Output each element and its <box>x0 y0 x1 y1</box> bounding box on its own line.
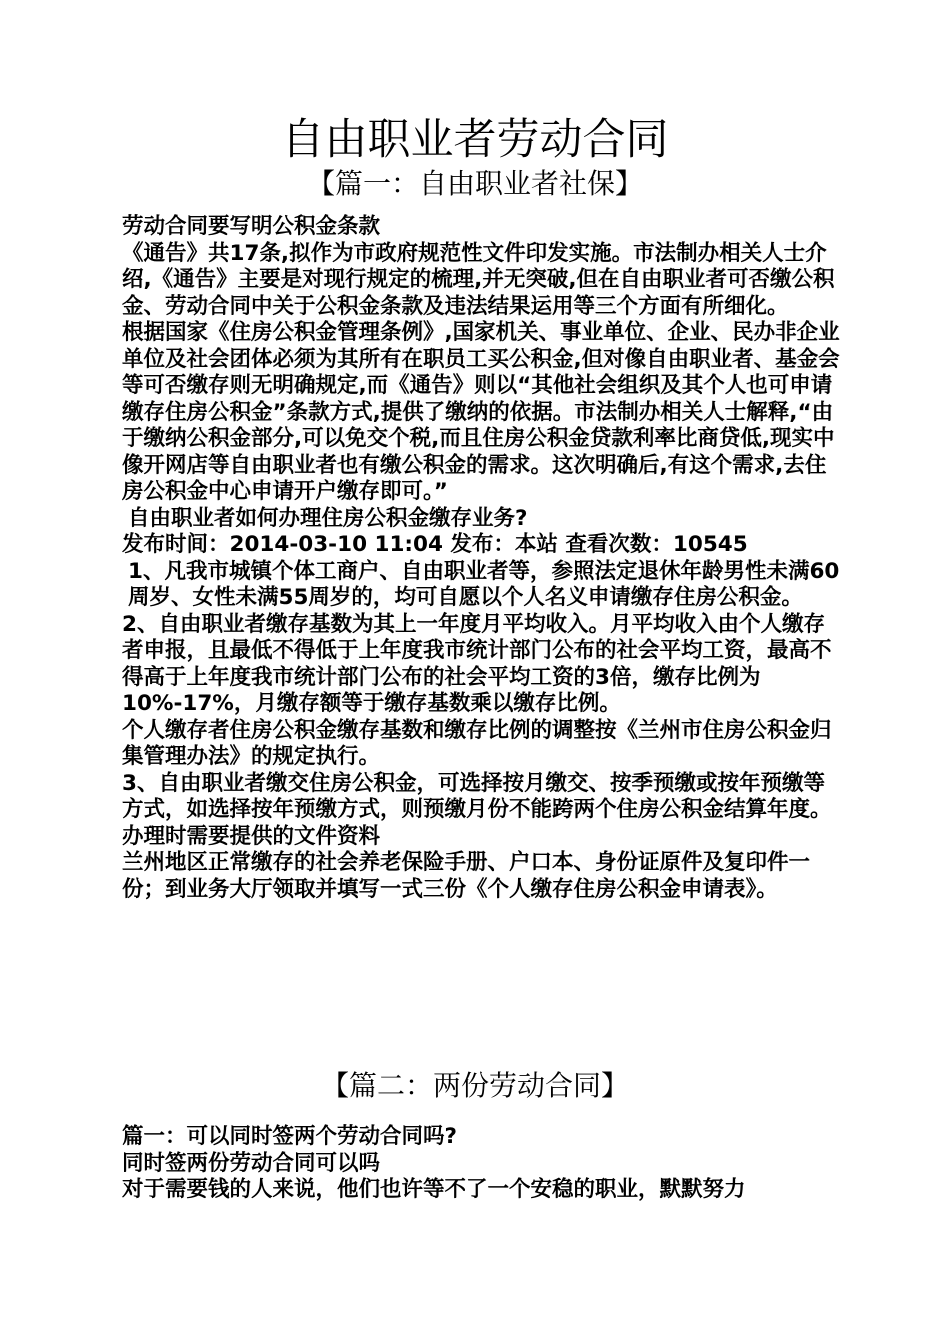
section1-body <box>116 214 846 903</box>
paragraph: 3、自由职业者缴交住房公积金，可选择按月缴交、按季预缴或按年预缴等方式，如选择按年预缴方式，则预缴月份不能跨两个住房公积金结算年度。 <box>122 770 832 822</box>
paragraph: 劳动合同要写明公积金条款 <box>122 214 381 239</box>
paragraph: 篇一：可以同时签两个劳动合同吗? <box>122 1124 457 1149</box>
paragraph: 《通告》共17条,拟作为市政府规范性文件印发实施。市法制办相关人士介绍,《通告》主要是对现行规定的梳理,并无突破,但在自由职业者可否缴公积金、劳动合同中关于公积金条款及违法结果运用等三个方面有所细化。 <box>122 240 835 319</box>
paragraph: 自由职业者如何办理住房公积金缴存业务? <box>128 505 528 531</box>
paragraph: 1、凡我市城镇个体工商户、自由职业者等，参照法定退休年龄男性未满60周岁、女性未满55周岁的，均可自愿以个人名义申请缴存住房公积金。 <box>128 558 840 610</box>
paragraph: 办理时需要提供的文件资料 <box>122 823 381 849</box>
paragraph: 2、自由职业者缴存基数为其上一年度月平均收入。月平均收入由个人缴存者申报，且最低不得低于上年度我市统计部门公布的社会平均工资，最高不得高于上年度我市统计部门公布的社会平均工资的3倍，缴存比例为10%-17%，月缴存额等于缴存基数乘以缴存比例。 <box>122 611 832 716</box>
section2-body <box>116 1124 846 1204</box>
document-title: 自由职业者劳动合同 <box>281 115 669 165</box>
publish-info: 发布时间：2014-03-10 11:04 发布：本站 查看次数：10545 <box>122 532 748 557</box>
paragraph: 同时签两份劳动合同可以吗 <box>122 1150 381 1176</box>
section1-heading: 【篇一：自由职业者社保】 <box>306 167 643 200</box>
section2-heading: 【篇二：两份劳动合同】 <box>320 1069 629 1102</box>
paragraph: 兰州地区正常缴存的社会养老保险手册、户口本、身份证原件及复印件一份；到业务大厅领取并填写一式三份《个人缴存住房公积金申请表》。 <box>122 850 811 902</box>
paragraph: 根据国家《住房公积金管理条例》,国家机关、事业单位、企业、民办非企业单位及社会团体必须为其所有在职员工买公积金,但对像自由职业者、基金会等可否缴存则无明确规定,而《通告》则以“其他社会组织及其个人也可申请缴存住房公积金”条款方式,提供了缴纳的依据。市法制办相关人士解释,“由于缴纳公积金部分,可以免交个税,而且住房公积金贷款利率比商贷低,现实中像开网店等自由职业者也有缴公积金的需求。这次明确后,有这个需求,去住房公积金中心申请开户缴存即可。” <box>122 320 840 504</box>
paragraph: 对于需要钱的人来说，他们也许等不了一个安稳的职业，默默努力 <box>122 1177 746 1202</box>
paragraph: 个人缴存者住房公积金缴存基数和缴存比例的调整按《兰州市住房公积金归集管理办法》的规定执行。 <box>122 717 832 769</box>
